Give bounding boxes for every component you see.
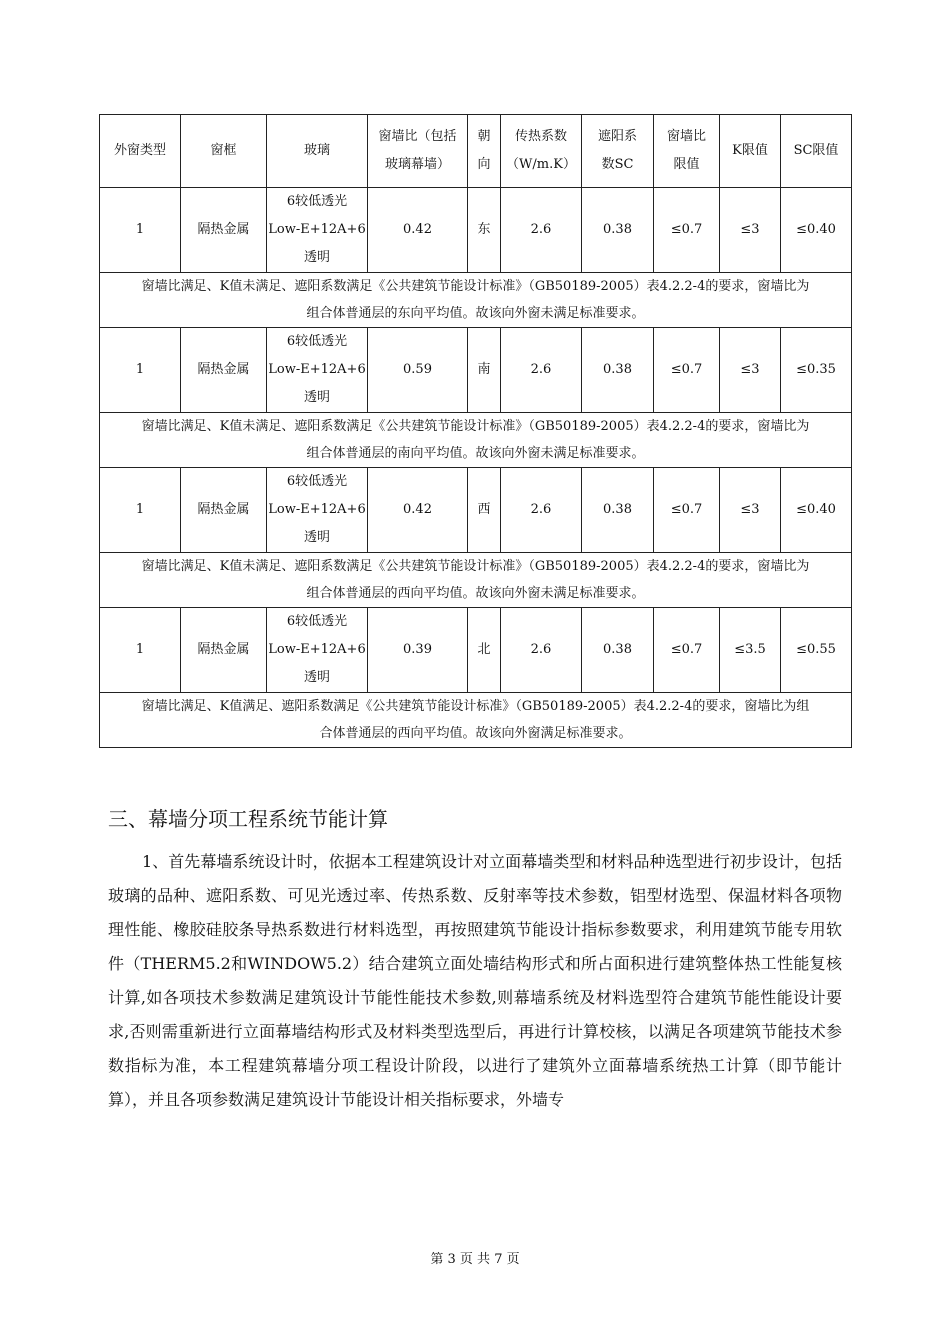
table-note-row [100, 273, 852, 328]
frame-cell: 隔热金属 [181, 608, 267, 693]
k-limit-cell: ≤3 [720, 188, 781, 273]
glass-cell: 6较低透光 Low-E+12A+6 透明 [267, 188, 368, 273]
frame-cell: 隔热金属 [181, 328, 267, 413]
note-cell: 窗墙比满足、K值未满足、遮阳系数满足《公共建筑节能设计标准》（GB50189-2005）表4.2.2-4的要求，窗墙比为 组合体普通层的东向平均值。故该向外窗未满足标准要求。 [100, 273, 852, 328]
note-cell: 窗墙比满足、K值未满足、遮阳系数满足《公共建筑节能设计标准》（GB50189-2005）表4.2.2-4的要求，窗墙比为 组合体普通层的西向平均值。故该向外窗未满足标准要求。 [100, 553, 852, 608]
orientation-cell: 南 [468, 328, 501, 413]
glass-cell: 6较低透光 Low-E+12A+6 透明 [267, 468, 368, 553]
table-header-row [100, 115, 852, 188]
window-type-cell: 1 [100, 608, 181, 693]
body-paragraph: 1、首先幕墙系统设计时，依据本工程建筑设计对立面幕墙类型和材料品种选型进行初步设计，包括玻璃的品种、遮阳系数、可见光透过率、传热系数、反射率等技术参数，铝型材选型、保温材料各项物理性能、橡胶硅胶条导热系数进行材料选型，再按照建筑节能设计指标参数要求，利用建筑节能专用软件（THERM5.2和WINDOW5.2）结合建筑立面处墙结构形式和所占面积进行建筑整体热工性能复核计算,如各项技术参数满足建筑设计节能性能技术参数,则幕墙系统及材料选型符合建筑节能性能设计要求,否则需重新进行立面幕墙结构形式及材料类型选型后，再进行计算校核，以满足各项建筑节能技术参数指标为准，本工程建筑幕墙分项工程设计阶段，以进行了建筑外立面幕墙系统热工计算（即节能计算），并且各项参数满足建筑设计节能设计相关指标要求，外墙专 [108, 852, 842, 1109]
sc-value-cell: 0.38 [582, 468, 654, 553]
orientation-cell: 北 [468, 608, 501, 693]
sc-limit-cell: ≤0.40 [781, 188, 852, 273]
ratio-limit-cell: ≤0.7 [654, 328, 720, 413]
ratio-cell: 0.59 [368, 328, 468, 413]
ratio-limit-cell: ≤0.7 [654, 468, 720, 553]
frame-cell: 隔热金属 [181, 468, 267, 553]
glass-cell: 6较低透光 Low-E+12A+6 透明 [267, 608, 368, 693]
ratio-cell: 0.39 [368, 608, 468, 693]
sc-value-cell: 0.38 [582, 328, 654, 413]
k-limit-cell: ≤3 [720, 328, 781, 413]
sc-limit-cell: ≤0.35 [781, 328, 852, 413]
note-cell: 窗墙比满足、K值满足、遮阳系数满足《公共建筑节能设计标准》（GB50189-2005）表4.2.2-4的要求，窗墙比为组 合体普通层的西向平均值。故该向外窗满足标准要求。 [100, 693, 852, 748]
ratio-cell: 0.42 [368, 188, 468, 273]
orientation-cell: 东 [468, 188, 501, 273]
note-cell: 窗墙比满足、K值未满足、遮阳系数满足《公共建筑节能设计标准》（GB50189-2005）表4.2.2-4的要求，窗墙比为 组合体普通层的南向平均值。故该向外窗未满足标准要求。 [100, 413, 852, 468]
ratio-limit-cell: ≤0.7 [654, 188, 720, 273]
orientation-cell: 西 [468, 468, 501, 553]
header-cell: 遮阳系 数SC [582, 115, 654, 188]
sc-limit-cell: ≤0.40 [781, 468, 852, 553]
sc-limit-cell: ≤0.55 [781, 608, 852, 693]
table-row [100, 328, 852, 413]
k-value-cell: 2.6 [501, 468, 582, 553]
table-note-row [100, 693, 852, 748]
header-cell: 外窗类型 [100, 115, 181, 188]
k-limit-cell: ≤3.5 [720, 608, 781, 693]
header-cell: 窗墙比（包括 玻璃幕墙） [368, 115, 468, 188]
frame-cell: 隔热金属 [181, 188, 267, 273]
sc-value-cell: 0.38 [582, 188, 654, 273]
table-row [100, 608, 852, 693]
header-cell: 传热系数 （W/m.K） [501, 115, 582, 188]
window-type-cell: 1 [100, 328, 181, 413]
header-cell: K限值 [720, 115, 781, 188]
glass-cell: 6较低透光 Low-E+12A+6 透明 [267, 328, 368, 413]
header-cell: SC限值 [781, 115, 852, 188]
ratio-limit-cell: ≤0.7 [654, 608, 720, 693]
k-value-cell: 2.6 [501, 188, 582, 273]
table-row [100, 468, 852, 553]
header-cell: 玻璃 [267, 115, 368, 188]
ratio-cell: 0.42 [368, 468, 468, 553]
header-cell: 窗墙比 限值 [654, 115, 720, 188]
window-spec-table [99, 114, 852, 748]
page-footer: 第 3 页 共 7 页 [430, 1252, 520, 1267]
k-value-cell: 2.6 [501, 328, 582, 413]
section-heading: 三、幕墙分项工程系统节能计算 [108, 807, 388, 831]
header-cell: 朝 向 [468, 115, 501, 188]
sc-value-cell: 0.38 [582, 608, 654, 693]
k-value-cell: 2.6 [501, 608, 582, 693]
k-limit-cell: ≤3 [720, 468, 781, 553]
table-note-row [100, 553, 852, 608]
window-type-cell: 1 [100, 188, 181, 273]
window-type-cell: 1 [100, 468, 181, 553]
table-row [100, 188, 852, 273]
header-cell: 窗框 [181, 115, 267, 188]
table-note-row [100, 413, 852, 468]
